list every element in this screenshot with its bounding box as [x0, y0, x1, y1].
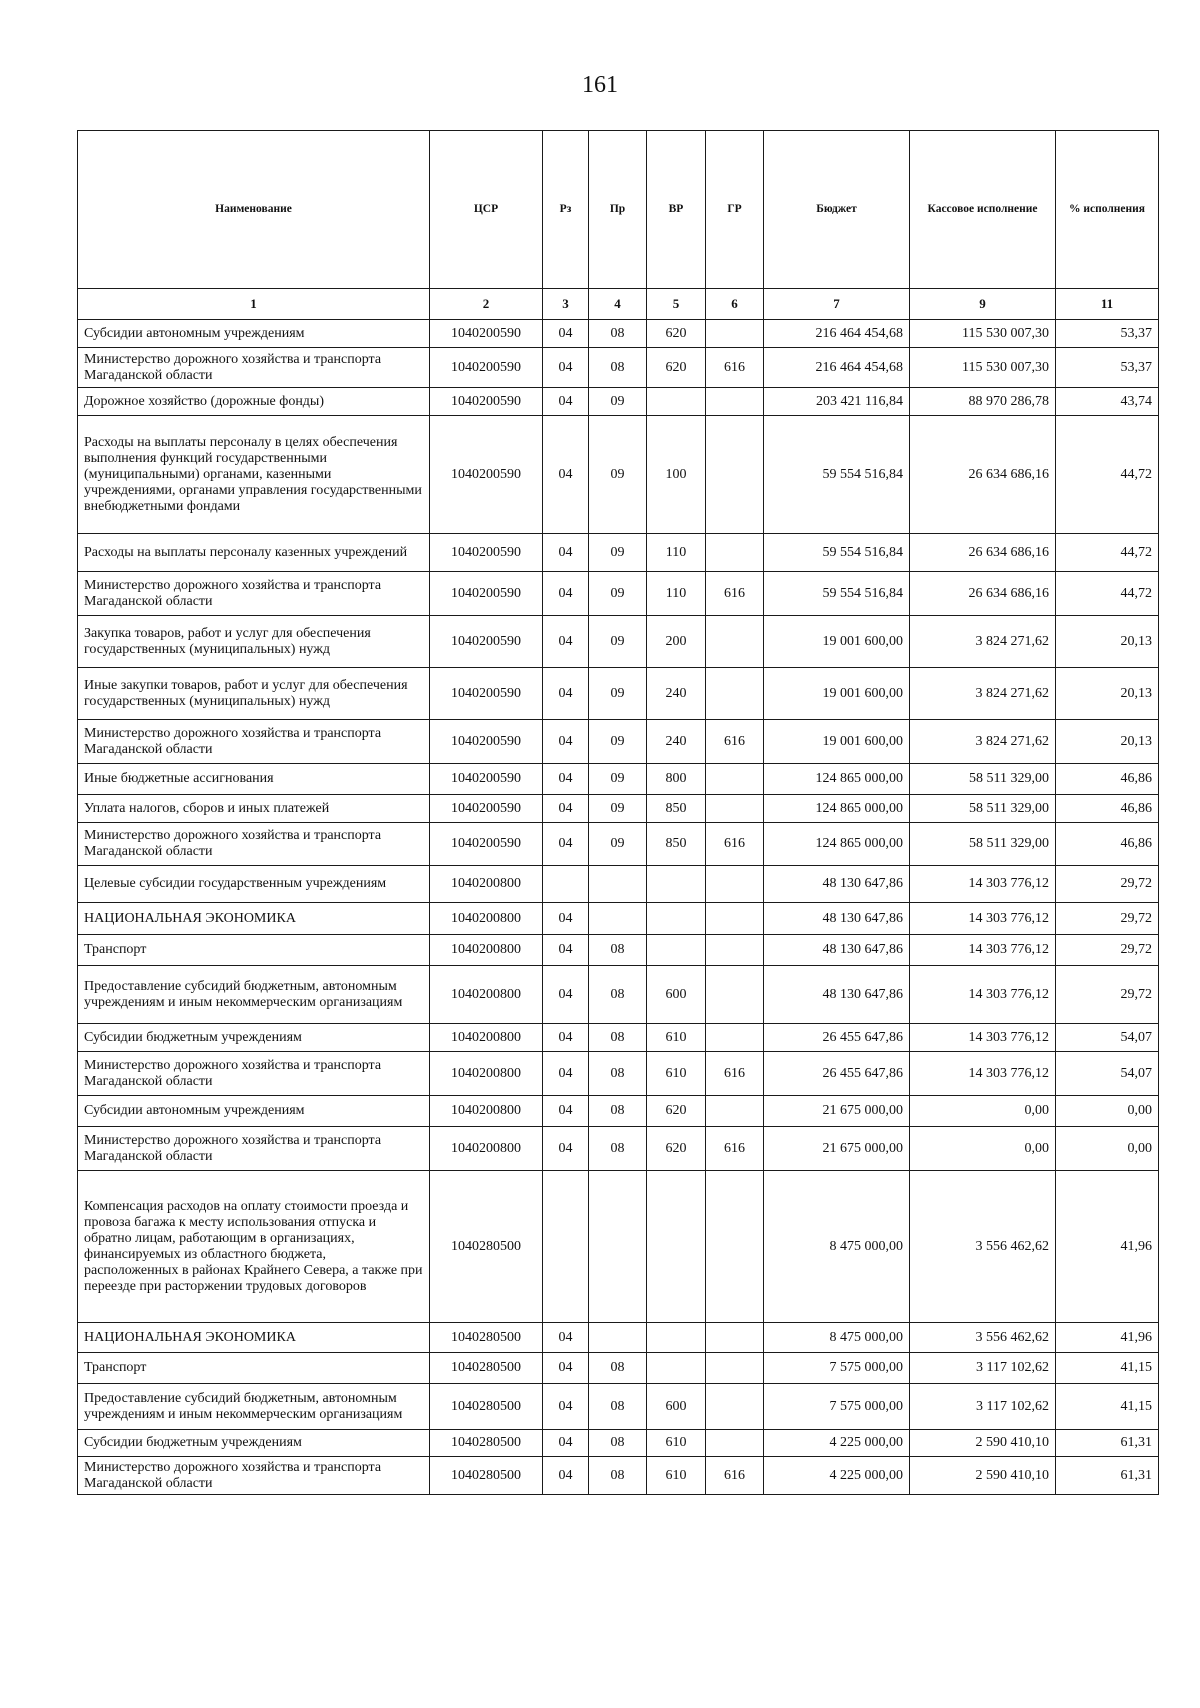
pr-cell: [589, 866, 647, 903]
cash-execution-cell: 3 824 271,62: [910, 668, 1056, 720]
gr-cell: [706, 388, 764, 416]
csr-cell: 1040200590: [430, 388, 543, 416]
csr-cell: 1040280500: [430, 1353, 543, 1384]
gr-cell: [706, 668, 764, 720]
execution-percent-cell: 20,13: [1056, 720, 1159, 764]
name-cell: Субсидии автономным учреждениям: [78, 1096, 430, 1127]
name-cell: Министерство дорожного хозяйства и транспорта Магаданской области: [78, 572, 430, 616]
rz-cell: 04: [543, 616, 589, 668]
cash-execution-cell: 26 634 686,16: [910, 572, 1056, 616]
gr-cell: [706, 1171, 764, 1323]
table-row: [78, 1024, 1159, 1052]
column-number: 2: [430, 289, 543, 320]
rz-cell: 04: [543, 720, 589, 764]
table-row: [78, 1096, 1159, 1127]
budget-cell: 4 225 000,00: [764, 1430, 910, 1457]
gr-cell: 616: [706, 823, 764, 866]
cash-execution-cell: 14 303 776,12: [910, 866, 1056, 903]
gr-cell: [706, 1430, 764, 1457]
pr-cell: [589, 903, 647, 935]
header-pr: Пр: [589, 131, 647, 289]
vr-cell: 100: [647, 416, 706, 534]
name-cell: Иные закупки товаров, работ и услуг для обеспечения государственных (муниципальных) нужд: [78, 668, 430, 720]
execution-percent-cell: 20,13: [1056, 668, 1159, 720]
csr-cell: 1040280500: [430, 1384, 543, 1430]
execution-percent-cell: 29,72: [1056, 903, 1159, 935]
table-row: [78, 903, 1159, 935]
vr-cell: [647, 935, 706, 966]
execution-percent-cell: 20,13: [1056, 616, 1159, 668]
budget-cell: 48 130 647,86: [764, 935, 910, 966]
rz-cell: 04: [543, 668, 589, 720]
pr-cell: 08: [589, 1353, 647, 1384]
budget-cell: 216 464 454,68: [764, 320, 910, 348]
gr-cell: [706, 1384, 764, 1430]
cash-execution-cell: 14 303 776,12: [910, 935, 1056, 966]
vr-cell: 850: [647, 823, 706, 866]
rz-cell: 04: [543, 823, 589, 866]
rz-cell: 04: [543, 1127, 589, 1171]
budget-cell: 216 464 454,68: [764, 348, 910, 388]
vr-cell: [647, 903, 706, 935]
csr-cell: 1040200800: [430, 935, 543, 966]
table-row: [78, 416, 1159, 534]
budget-cell: 48 130 647,86: [764, 866, 910, 903]
header-cash-execution: Кассовое исполнение: [910, 131, 1056, 289]
rz-cell: 04: [543, 320, 589, 348]
csr-cell: 1040280500: [430, 1323, 543, 1353]
rz-cell: 04: [543, 966, 589, 1024]
csr-cell: 1040200800: [430, 966, 543, 1024]
vr-cell: 240: [647, 720, 706, 764]
csr-cell: 1040200590: [430, 764, 543, 795]
csr-cell: 1040200590: [430, 795, 543, 823]
table-row: [78, 795, 1159, 823]
budget-cell: 59 554 516,84: [764, 534, 910, 572]
execution-percent-cell: 29,72: [1056, 935, 1159, 966]
execution-percent-cell: 41,15: [1056, 1353, 1159, 1384]
column-number: 11: [1056, 289, 1159, 320]
column-number: 9: [910, 289, 1056, 320]
name-cell: Транспорт: [78, 1353, 430, 1384]
vr-cell: [647, 1323, 706, 1353]
budget-cell: 7 575 000,00: [764, 1353, 910, 1384]
pr-cell: 09: [589, 720, 647, 764]
header-name: Наименование: [78, 131, 430, 289]
name-cell: Министерство дорожного хозяйства и транспорта Магаданской области: [78, 1052, 430, 1096]
table-row: [78, 966, 1159, 1024]
cash-execution-cell: 58 511 329,00: [910, 795, 1056, 823]
header-rz: Рз: [543, 131, 589, 289]
vr-cell: 850: [647, 795, 706, 823]
rz-cell: 04: [543, 903, 589, 935]
execution-percent-cell: 61,31: [1056, 1430, 1159, 1457]
cash-execution-cell: 0,00: [910, 1096, 1056, 1127]
name-cell: Предоставление субсидий бюджетным, автономным учреждениям и иным некоммерческим организациям: [78, 1384, 430, 1430]
pr-cell: 09: [589, 416, 647, 534]
pr-cell: 08: [589, 1052, 647, 1096]
rz-cell: 04: [543, 1024, 589, 1052]
gr-cell: [706, 1323, 764, 1353]
csr-cell: 1040200590: [430, 616, 543, 668]
pr-cell: 09: [589, 572, 647, 616]
cash-execution-cell: 14 303 776,12: [910, 1052, 1056, 1096]
vr-cell: [647, 866, 706, 903]
rz-cell: 04: [543, 1052, 589, 1096]
vr-cell: 240: [647, 668, 706, 720]
table-row: [78, 572, 1159, 616]
budget-cell: 21 675 000,00: [764, 1127, 910, 1171]
table-row: [78, 720, 1159, 764]
name-cell: Министерство дорожного хозяйства и транспорта Магаданской области: [78, 348, 430, 388]
table-row: [78, 823, 1159, 866]
vr-cell: 600: [647, 966, 706, 1024]
execution-percent-cell: 0,00: [1056, 1127, 1159, 1171]
csr-cell: 1040200800: [430, 1127, 543, 1171]
vr-cell: 610: [647, 1024, 706, 1052]
cash-execution-cell: 58 511 329,00: [910, 823, 1056, 866]
cash-execution-cell: 3 556 462,62: [910, 1323, 1056, 1353]
csr-cell: 1040200590: [430, 534, 543, 572]
pr-cell: 09: [589, 534, 647, 572]
page-number: 161: [582, 72, 618, 98]
header-row: [78, 131, 1159, 289]
cash-execution-cell: 3 556 462,62: [910, 1171, 1056, 1323]
budget-cell: 19 001 600,00: [764, 668, 910, 720]
budget-cell: 8 475 000,00: [764, 1171, 910, 1323]
csr-cell: 1040200800: [430, 866, 543, 903]
pr-cell: 09: [589, 668, 647, 720]
rz-cell: 04: [543, 1323, 589, 1353]
budget-cell: 7 575 000,00: [764, 1384, 910, 1430]
execution-percent-cell: 54,07: [1056, 1052, 1159, 1096]
pr-cell: 08: [589, 1096, 647, 1127]
pr-cell: 08: [589, 1024, 647, 1052]
cash-execution-cell: 2 590 410,10: [910, 1457, 1056, 1495]
vr-cell: 110: [647, 572, 706, 616]
vr-cell: 620: [647, 1096, 706, 1127]
gr-cell: 616: [706, 1052, 764, 1096]
budget-cell: 19 001 600,00: [764, 720, 910, 764]
name-cell: Расходы на выплаты персоналу в целях обеспечения выполнения функций государственными (муниципальными) органами, казенными учреждениями, органами управления государственными внебюджетными фондами: [78, 416, 430, 534]
budget-cell: 59 554 516,84: [764, 572, 910, 616]
gr-cell: [706, 935, 764, 966]
budget-cell: 59 554 516,84: [764, 416, 910, 534]
gr-cell: 616: [706, 1127, 764, 1171]
csr-cell: 1040200590: [430, 320, 543, 348]
csr-cell: 1040200590: [430, 668, 543, 720]
name-cell: Целевые субсидии государственным учреждениям: [78, 866, 430, 903]
table-row: [78, 320, 1159, 348]
rz-cell: 04: [543, 1430, 589, 1457]
execution-percent-cell: 46,86: [1056, 795, 1159, 823]
name-cell: НАЦИОНАЛЬНАЯ ЭКОНОМИКА: [78, 1323, 430, 1353]
csr-cell: 1040200590: [430, 348, 543, 388]
csr-cell: 1040200800: [430, 1024, 543, 1052]
name-cell: Уплата налогов, сборов и иных платежей: [78, 795, 430, 823]
header-gr: ГР: [706, 131, 764, 289]
header-execution-percent: % исполнения: [1056, 131, 1159, 289]
pr-cell: 08: [589, 935, 647, 966]
name-cell: Дорожное хозяйство (дорожные фонды): [78, 388, 430, 416]
rz-cell: 04: [543, 416, 589, 534]
cash-execution-cell: 26 634 686,16: [910, 416, 1056, 534]
name-cell: Предоставление субсидий бюджетным, автономным учреждениям и иным некоммерческим организациям: [78, 966, 430, 1024]
name-cell: Субсидии бюджетным учреждениям: [78, 1024, 430, 1052]
budget-cell: 48 130 647,86: [764, 903, 910, 935]
pr-cell: 09: [589, 616, 647, 668]
csr-cell: 1040200590: [430, 720, 543, 764]
execution-percent-cell: 61,31: [1056, 1457, 1159, 1495]
table-row: [78, 1127, 1159, 1171]
gr-cell: [706, 866, 764, 903]
name-cell: Расходы на выплаты персоналу казенных учреждений: [78, 534, 430, 572]
execution-percent-cell: 41,96: [1056, 1323, 1159, 1353]
execution-percent-cell: 29,72: [1056, 866, 1159, 903]
cash-execution-cell: 2 590 410,10: [910, 1430, 1056, 1457]
rz-cell: 04: [543, 1353, 589, 1384]
name-cell: Иные бюджетные ассигнования: [78, 764, 430, 795]
csr-cell: 1040200800: [430, 1052, 543, 1096]
rz-cell: 04: [543, 935, 589, 966]
execution-percent-cell: 46,86: [1056, 823, 1159, 866]
execution-percent-cell: 44,72: [1056, 534, 1159, 572]
pr-cell: 09: [589, 764, 647, 795]
vr-cell: 200: [647, 616, 706, 668]
rz-cell: 04: [543, 1384, 589, 1430]
pr-cell: 09: [589, 795, 647, 823]
name-cell: Компенсация расходов на оплату стоимости проезда и провоза багажа к месту использования отпуска и обратно лицам, работающим в организациях, финансируемых из областного бюджета, расположенных в районах Крайнего Севера, а также при переезде при расторжении трудовых договоров: [78, 1171, 430, 1323]
budget-cell: 4 225 000,00: [764, 1457, 910, 1495]
cash-execution-cell: 115 530 007,30: [910, 320, 1056, 348]
gr-cell: 616: [706, 720, 764, 764]
execution-percent-cell: 53,37: [1056, 320, 1159, 348]
rz-cell: 04: [543, 534, 589, 572]
cash-execution-cell: 58 511 329,00: [910, 764, 1056, 795]
gr-cell: [706, 616, 764, 668]
budget-cell: 26 455 647,86: [764, 1024, 910, 1052]
execution-percent-cell: 43,74: [1056, 388, 1159, 416]
gr-cell: 616: [706, 572, 764, 616]
table-row: [78, 534, 1159, 572]
name-cell: Транспорт: [78, 935, 430, 966]
rz-cell: 04: [543, 1457, 589, 1495]
csr-cell: 1040200800: [430, 1096, 543, 1127]
csr-cell: 1040200590: [430, 416, 543, 534]
cash-execution-cell: 14 303 776,12: [910, 966, 1056, 1024]
rz-cell: 04: [543, 1096, 589, 1127]
column-number: 7: [764, 289, 910, 320]
table-row: [78, 1171, 1159, 1323]
vr-cell: [647, 1171, 706, 1323]
pr-cell: 08: [589, 1430, 647, 1457]
execution-percent-cell: 53,37: [1056, 348, 1159, 388]
name-cell: НАЦИОНАЛЬНАЯ ЭКОНОМИКА: [78, 903, 430, 935]
execution-percent-cell: 44,72: [1056, 572, 1159, 616]
cash-execution-cell: 26 634 686,16: [910, 534, 1056, 572]
budget-cell: 124 865 000,00: [764, 823, 910, 866]
gr-cell: [706, 534, 764, 572]
vr-cell: 620: [647, 320, 706, 348]
column-number: 1: [78, 289, 430, 320]
vr-cell: 610: [647, 1457, 706, 1495]
gr-cell: [706, 764, 764, 795]
gr-cell: 616: [706, 348, 764, 388]
table-row: [78, 764, 1159, 795]
rz-cell: [543, 1171, 589, 1323]
budget-cell: 21 675 000,00: [764, 1096, 910, 1127]
csr-cell: 1040200800: [430, 903, 543, 935]
column-number: 3: [543, 289, 589, 320]
cash-execution-cell: 14 303 776,12: [910, 903, 1056, 935]
table-row: [78, 1323, 1159, 1353]
name-cell: Министерство дорожного хозяйства и транспорта Магаданской области: [78, 1127, 430, 1171]
pr-cell: [589, 1323, 647, 1353]
gr-cell: [706, 1024, 764, 1052]
cash-execution-cell: 14 303 776,12: [910, 1024, 1056, 1052]
execution-percent-cell: 29,72: [1056, 966, 1159, 1024]
budget-cell: 48 130 647,86: [764, 966, 910, 1024]
execution-percent-cell: 54,07: [1056, 1024, 1159, 1052]
pr-cell: 09: [589, 388, 647, 416]
cash-execution-cell: 3 117 102,62: [910, 1353, 1056, 1384]
column-number: 4: [589, 289, 647, 320]
csr-cell: 1040280500: [430, 1457, 543, 1495]
header-vr: ВР: [647, 131, 706, 289]
column-number-row: [78, 289, 1159, 320]
execution-percent-cell: 41,96: [1056, 1171, 1159, 1323]
pr-cell: 08: [589, 1127, 647, 1171]
execution-percent-cell: 46,86: [1056, 764, 1159, 795]
pr-cell: 08: [589, 1384, 647, 1430]
table-row: [78, 866, 1159, 903]
table-row: [78, 668, 1159, 720]
table-row: [78, 1457, 1159, 1495]
pr-cell: 09: [589, 823, 647, 866]
vr-cell: 610: [647, 1430, 706, 1457]
vr-cell: 600: [647, 1384, 706, 1430]
vr-cell: 610: [647, 1052, 706, 1096]
pr-cell: 08: [589, 966, 647, 1024]
column-number: 5: [647, 289, 706, 320]
name-cell: Министерство дорожного хозяйства и транспорта Магаданской области: [78, 720, 430, 764]
csr-cell: 1040280500: [430, 1430, 543, 1457]
table-row: [78, 348, 1159, 388]
execution-percent-cell: 0,00: [1056, 1096, 1159, 1127]
budget-execution-table: [77, 130, 1159, 1495]
gr-cell: [706, 1353, 764, 1384]
gr-cell: 616: [706, 1457, 764, 1495]
cash-execution-cell: 3 824 271,62: [910, 720, 1056, 764]
name-cell: Субсидии бюджетным учреждениям: [78, 1430, 430, 1457]
vr-cell: [647, 1353, 706, 1384]
gr-cell: [706, 1096, 764, 1127]
table-row: [78, 1430, 1159, 1457]
budget-cell: 26 455 647,86: [764, 1052, 910, 1096]
gr-cell: [706, 416, 764, 534]
gr-cell: [706, 320, 764, 348]
gr-cell: [706, 903, 764, 935]
table-row: [78, 1052, 1159, 1096]
cash-execution-cell: 115 530 007,30: [910, 348, 1056, 388]
pr-cell: [589, 1171, 647, 1323]
column-number: 6: [706, 289, 764, 320]
vr-cell: [647, 388, 706, 416]
cash-execution-cell: 3 824 271,62: [910, 616, 1056, 668]
rz-cell: 04: [543, 795, 589, 823]
csr-cell: 1040280500: [430, 1171, 543, 1323]
execution-percent-cell: 41,15: [1056, 1384, 1159, 1430]
gr-cell: [706, 795, 764, 823]
pr-cell: 08: [589, 320, 647, 348]
rz-cell: 04: [543, 764, 589, 795]
execution-percent-cell: 44,72: [1056, 416, 1159, 534]
header-csr: ЦСР: [430, 131, 543, 289]
gr-cell: [706, 966, 764, 1024]
table-body: [78, 320, 1159, 1495]
pr-cell: 08: [589, 348, 647, 388]
cash-execution-cell: 88 970 286,78: [910, 388, 1056, 416]
csr-cell: 1040200590: [430, 572, 543, 616]
budget-cell: 19 001 600,00: [764, 616, 910, 668]
pr-cell: 08: [589, 1457, 647, 1495]
budget-cell: 8 475 000,00: [764, 1323, 910, 1353]
budget-cell: 124 865 000,00: [764, 795, 910, 823]
header-budget: Бюджет: [764, 131, 910, 289]
rz-cell: 04: [543, 572, 589, 616]
table-row: [78, 616, 1159, 668]
budget-cell: 203 421 116,84: [764, 388, 910, 416]
budget-cell: 124 865 000,00: [764, 764, 910, 795]
vr-cell: 110: [647, 534, 706, 572]
cash-execution-cell: 0,00: [910, 1127, 1056, 1171]
name-cell: Министерство дорожного хозяйства и транспорта Магаданской области: [78, 823, 430, 866]
rz-cell: 04: [543, 388, 589, 416]
csr-cell: 1040200590: [430, 823, 543, 866]
table-row: [78, 935, 1159, 966]
vr-cell: 620: [647, 348, 706, 388]
rz-cell: 04: [543, 348, 589, 388]
table-row: [78, 1384, 1159, 1430]
rz-cell: [543, 866, 589, 903]
table-row: [78, 1353, 1159, 1384]
name-cell: Субсидии автономным учреждениям: [78, 320, 430, 348]
name-cell: Закупка товаров, работ и услуг для обеспечения государственных (муниципальных) нужд: [78, 616, 430, 668]
vr-cell: 620: [647, 1127, 706, 1171]
name-cell: Министерство дорожного хозяйства и транспорта Магаданской области: [78, 1457, 430, 1495]
table-row: [78, 388, 1159, 416]
cash-execution-cell: 3 117 102,62: [910, 1384, 1056, 1430]
vr-cell: 800: [647, 764, 706, 795]
